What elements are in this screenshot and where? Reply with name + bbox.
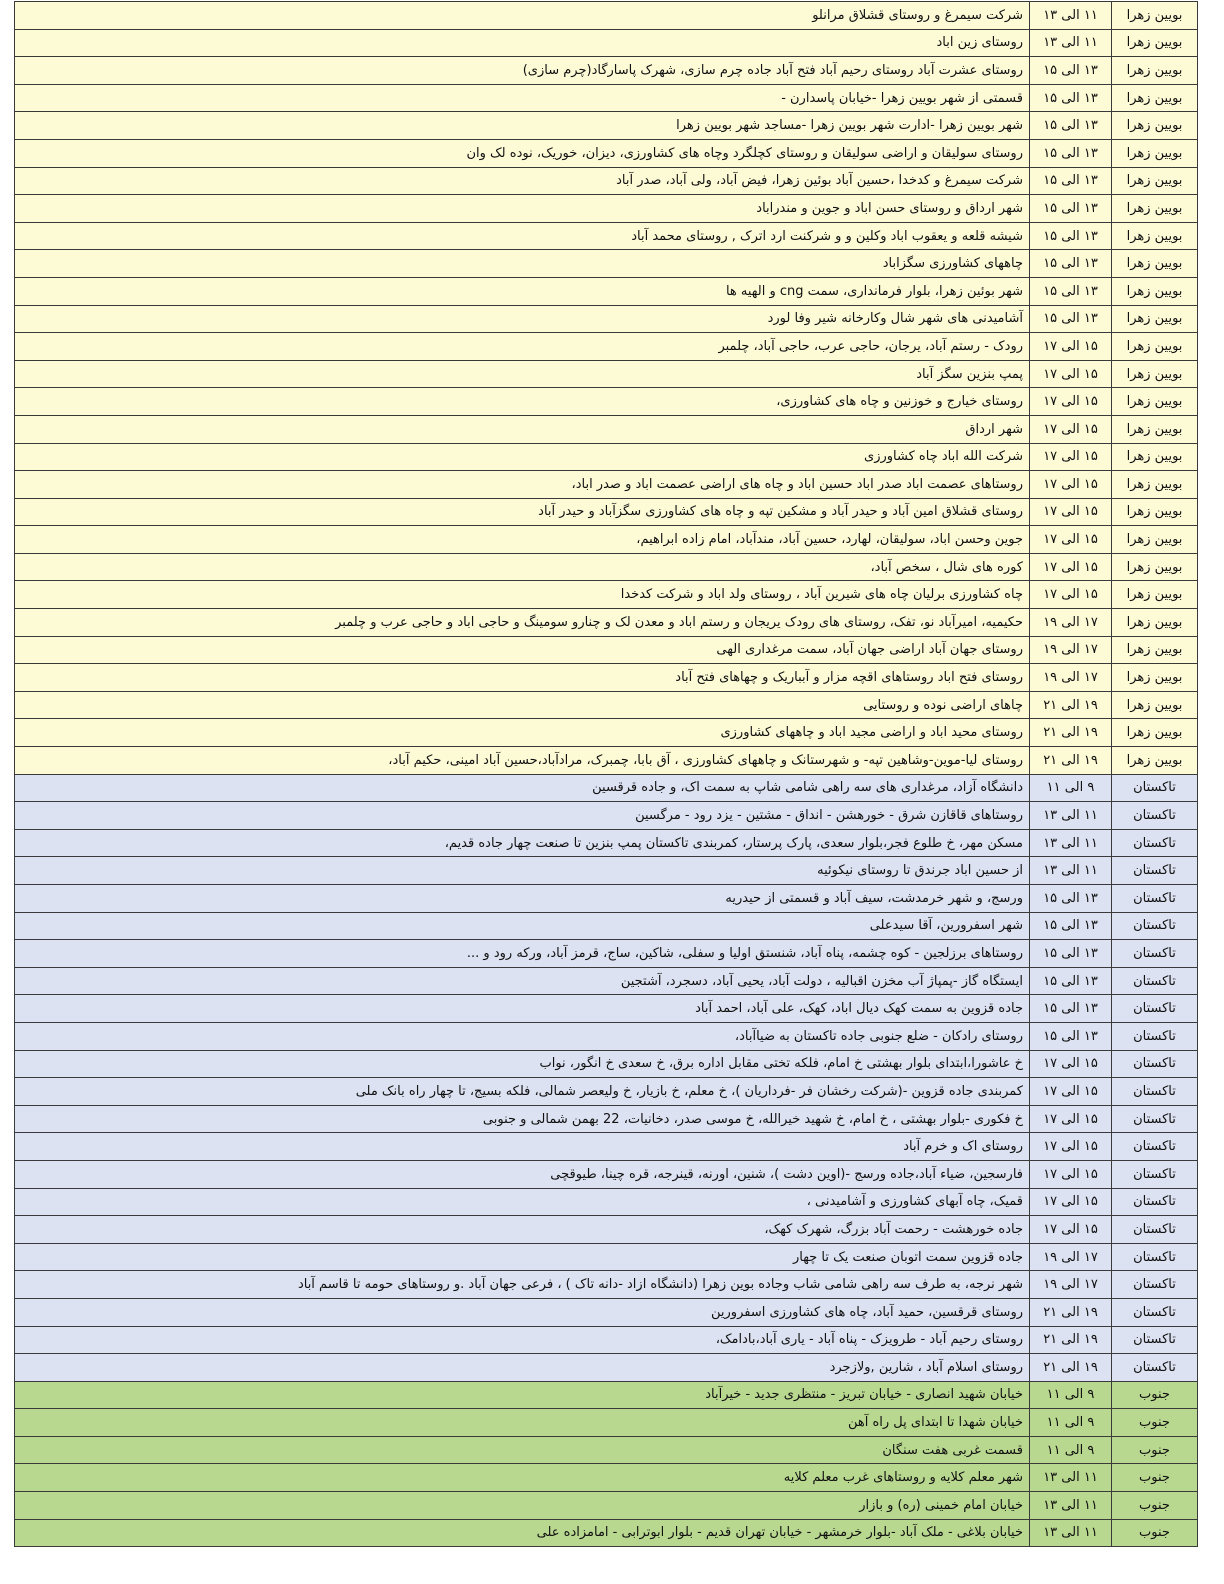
time-slot-cell: ۱۳ الی ۱۵ — [1030, 277, 1112, 305]
area-description-cell: شهر ارداق — [15, 415, 1030, 443]
time-slot-cell: ۹ الی ۱۱ — [1030, 1381, 1112, 1409]
city-cell: تاکستان — [1112, 829, 1198, 857]
schedule-sheet — [14, 1, 1198, 1547]
time-slot-cell: ۱۳ الی ۱۵ — [1030, 57, 1112, 85]
time-slot-cell: ۱۹ الی ۲۱ — [1030, 691, 1112, 719]
area-description-cell: روستای اک و خرم آباد — [15, 1133, 1030, 1161]
table-row — [15, 443, 1198, 471]
table-row — [15, 857, 1198, 885]
table-row — [15, 1271, 1198, 1299]
area-description-cell: شرکت الله اباد چاه کشاورزی — [15, 443, 1030, 471]
city-cell: جنوب — [1112, 1519, 1198, 1547]
area-description-cell: ایستگاه گاز -پمپاژ آب مخزن اقبالیه ، دولت آباد، یحیی آباد، دسجرد، آشتجین — [15, 967, 1030, 995]
city-cell: جنوب — [1112, 1436, 1198, 1464]
time-slot-cell: ۱۳ الی ۱۵ — [1030, 112, 1112, 140]
city-cell: بویین زهرا — [1112, 609, 1198, 637]
area-description-cell: مسکن مهر، خ طلوع فجر،بلوار سعدی، پارک پرستار، کمربندی تاکستان پمپ بنزین تا صنعت چهار جاده قدیم، — [15, 829, 1030, 857]
area-description-cell: روستای قشلاق امین آباد و حیدر آباد و مشکین تپه و چاه های کشاورزی سگزآباد و حیدر آباد — [15, 498, 1030, 526]
time-slot-cell: ۱۳ الی ۱۵ — [1030, 305, 1112, 333]
city-cell: جنوب — [1112, 1409, 1198, 1437]
area-description-cell: روستای عشرت آباد روستای رحیم آباد فتح آباد جاده چرم سازی، شهرک پاسارگاد(چرم سازی) — [15, 57, 1030, 85]
city-cell: بویین زهرا — [1112, 553, 1198, 581]
table-row — [15, 84, 1198, 112]
table-row — [15, 415, 1198, 443]
time-slot-cell: ۱۵ الی ۱۷ — [1030, 443, 1112, 471]
city-cell: تاکستان — [1112, 1271, 1198, 1299]
city-cell: تاکستان — [1112, 912, 1198, 940]
time-slot-cell: ۱۵ الی ۱۷ — [1030, 1050, 1112, 1078]
time-slot-cell: ۱۵ الی ۱۷ — [1030, 553, 1112, 581]
table-row — [15, 471, 1198, 499]
time-slot-cell: ۱۳ الی ۱۵ — [1030, 222, 1112, 250]
area-description-cell: کوره های شال ، سخص آباد، — [15, 553, 1030, 581]
table-row — [15, 1133, 1198, 1161]
time-slot-cell: ۱۹ الی ۲۱ — [1030, 1326, 1112, 1354]
city-cell: بویین زهرا — [1112, 360, 1198, 388]
time-slot-cell: ۱۱ الی ۱۳ — [1030, 857, 1112, 885]
area-description-cell: روستای زین اباد — [15, 29, 1030, 57]
city-cell: بویین زهرا — [1112, 222, 1198, 250]
table-row — [15, 360, 1198, 388]
city-cell: تاکستان — [1112, 1243, 1198, 1271]
area-description-cell: خیابان شهید انصاری - خیابان تبریز - منتظری جدید - خیرآباد — [15, 1381, 1030, 1409]
area-description-cell: قمیک، چاه آبهای کشاورزی و آشامیدنی ، — [15, 1188, 1030, 1216]
time-slot-cell: ۱۵ الی ۱۷ — [1030, 333, 1112, 361]
time-slot-cell: ۱۹ الی ۲۱ — [1030, 1298, 1112, 1326]
time-slot-cell: ۱۵ الی ۱۷ — [1030, 415, 1112, 443]
area-description-cell: خیابان شهدا تا ابتدای پل راه آهن — [15, 1409, 1030, 1437]
table-row — [15, 112, 1198, 140]
time-slot-cell: ۱۳ الی ۱۵ — [1030, 995, 1112, 1023]
city-cell: تاکستان — [1112, 885, 1198, 913]
schedule-table-body — [15, 2, 1198, 1547]
time-slot-cell: ۹ الی ۱۱ — [1030, 774, 1112, 802]
table-row — [15, 747, 1198, 775]
table-row — [15, 1216, 1198, 1244]
city-cell: بویین زهرا — [1112, 388, 1198, 416]
table-row — [15, 774, 1198, 802]
table-row — [15, 277, 1198, 305]
city-cell: تاکستان — [1112, 1326, 1198, 1354]
area-description-cell: جاده خورهشت - رحمت آباد بزرگ، شهرک کهک، — [15, 1216, 1030, 1244]
city-cell: تاکستان — [1112, 1078, 1198, 1106]
time-slot-cell: ۱۵ الی ۱۷ — [1030, 526, 1112, 554]
city-cell: بویین زهرا — [1112, 250, 1198, 278]
time-slot-cell: ۹ الی ۱۱ — [1030, 1409, 1112, 1437]
area-description-cell: چاهای اراضی نوده و روستایی — [15, 691, 1030, 719]
area-description-cell: قسمت غربی هفت سنگان — [15, 1436, 1030, 1464]
table-row — [15, 829, 1198, 857]
time-slot-cell: ۱۱ الی ۱۳ — [1030, 802, 1112, 830]
time-slot-cell: ۱۳ الی ۱۵ — [1030, 1022, 1112, 1050]
area-description-cell: روستاهای برزلجین - کوه چشمه، پناه آباد، شنستق اولیا و سفلی، شاکین، ساج، قرمز آباد، ورکه رود و ... — [15, 940, 1030, 968]
time-slot-cell: ۱۱ الی ۱۳ — [1030, 1519, 1112, 1547]
table-row — [15, 664, 1198, 692]
time-slot-cell: ۱۱ الی ۱۳ — [1030, 29, 1112, 57]
table-row — [15, 691, 1198, 719]
table-row — [15, 1050, 1198, 1078]
area-description-cell: رودک - رستم آباد، یرجان، حاجی عرب، حاجی آباد، چلمبر — [15, 333, 1030, 361]
city-cell: بویین زهرا — [1112, 167, 1198, 195]
table-row — [15, 498, 1198, 526]
city-cell: تاکستان — [1112, 1050, 1198, 1078]
area-description-cell: شهر بویین زهرا -ادارت شهر بویین زهرا -مساجد شهر بویین زهرا — [15, 112, 1030, 140]
city-cell: بویین زهرا — [1112, 498, 1198, 526]
table-row — [15, 1409, 1198, 1437]
city-cell: بویین زهرا — [1112, 636, 1198, 664]
table-row — [15, 940, 1198, 968]
area-description-cell: شهر اسفرورین، آقا سیدعلی — [15, 912, 1030, 940]
table-row — [15, 1519, 1198, 1547]
table-row — [15, 1298, 1198, 1326]
time-slot-cell: ۱۵ الی ۱۷ — [1030, 360, 1112, 388]
area-description-cell: روستای محید اباد و اراضی مجید اباد و چاههای کشاورزی — [15, 719, 1030, 747]
area-description-cell: شهر ارداق و روستای حسن اباد و جوین و مندراباد — [15, 195, 1030, 223]
time-slot-cell: ۱۱ الی ۱۳ — [1030, 1492, 1112, 1520]
table-row — [15, 195, 1198, 223]
time-slot-cell: ۱۵ الی ۱۷ — [1030, 1160, 1112, 1188]
area-description-cell: دانشگاه آزاد، مرغداری های سه راهی شامی شاپ به سمت اک، و جاده قرقسین — [15, 774, 1030, 802]
table-row — [15, 333, 1198, 361]
table-row — [15, 29, 1198, 57]
area-description-cell: قسمتی از شهر بویین زهرا -خیابان پاسدارن - — [15, 84, 1030, 112]
city-cell: تاکستان — [1112, 774, 1198, 802]
area-description-cell: روستای اسلام آباد ، شارین ,ولازجرد — [15, 1354, 1030, 1382]
city-cell: جنوب — [1112, 1381, 1198, 1409]
area-description-cell: شهر معلم کلایه و روستاهای غرب معلم کلایه — [15, 1464, 1030, 1492]
time-slot-cell: ۱۳ الی ۱۵ — [1030, 139, 1112, 167]
area-description-cell: شرکت سیمرغ و روستای قشلاق مرانلو — [15, 2, 1030, 30]
area-description-cell: روستای رحیم آباد - طرویزک - پناه آباد - یاری آباد،بادامک، — [15, 1326, 1030, 1354]
city-cell: تاکستان — [1112, 1188, 1198, 1216]
area-description-cell: از حسین اباد جرندق تا روستای نیکوئیه — [15, 857, 1030, 885]
area-description-cell: ورسج، و شهر خرمدشت، سیف آباد و قسمتی از حیدریه — [15, 885, 1030, 913]
table-row — [15, 912, 1198, 940]
area-description-cell: چاه کشاورزی برلیان چاه های شیرین آباد ، روستای ولد اباد و شرکت کدخدا — [15, 581, 1030, 609]
area-description-cell: روستای فتح اباد روستاهای اقچه مزار و آبباریک و چهاهای فتح آباد — [15, 664, 1030, 692]
city-cell: بویین زهرا — [1112, 664, 1198, 692]
area-description-cell: شهر بوئین زهرا، بلوار فرمانداری، سمت cng و الهیه ها — [15, 277, 1030, 305]
time-slot-cell: ۱۳ الی ۱۵ — [1030, 84, 1112, 112]
time-slot-cell: ۱۳ الی ۱۵ — [1030, 967, 1112, 995]
time-slot-cell: ۱۵ الی ۱۷ — [1030, 1188, 1112, 1216]
table-row — [15, 995, 1198, 1023]
city-cell: بویین زهرا — [1112, 277, 1198, 305]
city-cell: تاکستان — [1112, 1160, 1198, 1188]
table-row — [15, 636, 1198, 664]
table-row — [15, 1492, 1198, 1520]
city-cell: تاکستان — [1112, 1133, 1198, 1161]
city-cell: بویین زهرا — [1112, 139, 1198, 167]
city-cell: بویین زهرا — [1112, 195, 1198, 223]
table-row — [15, 1354, 1198, 1382]
city-cell: جنوب — [1112, 1492, 1198, 1520]
area-description-cell: روستاهای قاقازن شرق - خورهشن - انداق - مشتین - یزد رود - مرگسین — [15, 802, 1030, 830]
time-slot-cell: ۱۷ الی ۱۹ — [1030, 1243, 1112, 1271]
time-slot-cell: ۱۱ الی ۱۳ — [1030, 2, 1112, 30]
area-description-cell: جاده قزوین سمت اتوبان صنعت یک تا چهار — [15, 1243, 1030, 1271]
area-description-cell: فارسجین، ضیاء آباد،جاده ورسج -(اوین دشت )، شنین، اورنه، قینرجه، قره چینا، طیوقچی — [15, 1160, 1030, 1188]
table-row — [15, 57, 1198, 85]
area-description-cell: روستای رادکان - ضلع جنوبی جاده تاکستان به ضیاآباد، — [15, 1022, 1030, 1050]
time-slot-cell: ۱۷ الی ۱۹ — [1030, 609, 1112, 637]
table-row — [15, 1078, 1198, 1106]
time-slot-cell: ۱۹ الی ۲۱ — [1030, 747, 1112, 775]
table-row — [15, 139, 1198, 167]
table-row — [15, 885, 1198, 913]
city-cell: بویین زهرا — [1112, 526, 1198, 554]
city-cell: تاکستان — [1112, 1354, 1198, 1382]
city-cell: بویین زهرا — [1112, 719, 1198, 747]
table-row — [15, 1436, 1198, 1464]
time-slot-cell: ۱۵ الی ۱۷ — [1030, 498, 1112, 526]
city-cell: بویین زهرا — [1112, 57, 1198, 85]
city-cell: بویین زهرا — [1112, 29, 1198, 57]
time-slot-cell: ۱۹ الی ۲۱ — [1030, 1354, 1112, 1382]
area-description-cell: شیشه قلعه و یعقوب اباد وکلین و و شرکنت ارد اترک , روستای محمد آباد — [15, 222, 1030, 250]
area-description-cell: خیابان بلاغی - ملک آباد -بلوار خرمشهر - خیابان تهران قدیم - بلوار ابوترابی - امامزاده علی — [15, 1519, 1030, 1547]
table-row — [15, 553, 1198, 581]
table-row — [15, 609, 1198, 637]
time-slot-cell: ۱۳ الی ۱۵ — [1030, 167, 1112, 195]
city-cell: بویین زهرا — [1112, 415, 1198, 443]
city-cell: تاکستان — [1112, 940, 1198, 968]
table-row — [15, 1188, 1198, 1216]
city-cell: بویین زهرا — [1112, 747, 1198, 775]
time-slot-cell: ۱۵ الی ۱۷ — [1030, 1105, 1112, 1133]
city-cell: تاکستان — [1112, 1216, 1198, 1244]
time-slot-cell: ۱۳ الی ۱۵ — [1030, 195, 1112, 223]
city-cell: تاکستان — [1112, 1022, 1198, 1050]
time-slot-cell: ۱۳ الی ۱۵ — [1030, 885, 1112, 913]
table-row — [15, 526, 1198, 554]
city-cell: بویین زهرا — [1112, 305, 1198, 333]
city-cell: بویین زهرا — [1112, 112, 1198, 140]
time-slot-cell: ۱۱ الی ۱۳ — [1030, 829, 1112, 857]
time-slot-cell: ۱۹ الی ۲۱ — [1030, 719, 1112, 747]
table-row — [15, 581, 1198, 609]
table-row — [15, 967, 1198, 995]
table-row — [15, 167, 1198, 195]
area-description-cell: چاههای کشاورزی سگزاباد — [15, 250, 1030, 278]
area-description-cell: پمپ بنزین سگز آباد — [15, 360, 1030, 388]
time-slot-cell: ۱۷ الی ۱۹ — [1030, 664, 1112, 692]
table-row — [15, 1464, 1198, 1492]
table-row — [15, 250, 1198, 278]
city-cell: بویین زهرا — [1112, 333, 1198, 361]
city-cell: بویین زهرا — [1112, 691, 1198, 719]
area-description-cell: حکیمیه، امیرآباد نو، تفک، روستای های رودک یریجان و رستم اباد و معدن لک و چنارو سومینگ و حاجی اباد و حاجی عرب و چلمبر — [15, 609, 1030, 637]
area-description-cell: روستای لیا-موین-وشاهین تپه- و شهرستانک و چاههای کشاورزی ، آق بابا، چمبرک، مرادآباد،حسین آباد امینی، حکیم آباد، — [15, 747, 1030, 775]
city-cell: بویین زهرا — [1112, 443, 1198, 471]
outage-schedule-table — [14, 1, 1198, 1547]
time-slot-cell: ۱۱ الی ۱۳ — [1030, 1464, 1112, 1492]
table-row — [15, 802, 1198, 830]
time-slot-cell: ۱۵ الی ۱۷ — [1030, 581, 1112, 609]
table-row — [15, 2, 1198, 30]
area-description-cell: روستاهای عصمت اباد صدر اباد حسین اباد و چاه های اراضی عصمت اباد و صدر اباد، — [15, 471, 1030, 499]
table-row — [15, 1160, 1198, 1188]
city-cell: جنوب — [1112, 1464, 1198, 1492]
city-cell: بویین زهرا — [1112, 471, 1198, 499]
time-slot-cell: ۹ الی ۱۱ — [1030, 1436, 1112, 1464]
table-row — [15, 1243, 1198, 1271]
area-description-cell: روستای قرقسین، حمید آباد، چاه های کشاورزی اسفرورین — [15, 1298, 1030, 1326]
city-cell: تاکستان — [1112, 857, 1198, 885]
table-row — [15, 222, 1198, 250]
city-cell: تاکستان — [1112, 1105, 1198, 1133]
time-slot-cell: ۱۵ الی ۱۷ — [1030, 388, 1112, 416]
time-slot-cell: ۱۷ الی ۱۹ — [1030, 636, 1112, 664]
time-slot-cell: ۱۳ الی ۱۵ — [1030, 912, 1112, 940]
area-description-cell: خ فکوری -بلوار بهشتی ، خ امام، خ شهید خیرالله، خ موسی صدر، دخانیات، 22 بهمن شمالی و جنوبی — [15, 1105, 1030, 1133]
table-row — [15, 305, 1198, 333]
table-row — [15, 388, 1198, 416]
table-row — [15, 1022, 1198, 1050]
area-description-cell: آشامیدنی های شهر شال وکارخانه شیر وفا لورد — [15, 305, 1030, 333]
area-description-cell: شرکت سیمرغ و کدخدا ،حسین آباد بوئین زهرا، فیض آباد، ولی آباد، صدر آباد — [15, 167, 1030, 195]
time-slot-cell: ۱۷ الی ۱۹ — [1030, 1271, 1112, 1299]
area-description-cell: شهر نرجه، به طرف سه راهی شامی شاب وجاده بوین زهرا (دانشگاه ازاد -دانه تاک ) ، فرعی جهان آباد .و روستاهای حومه تا قاسم آباد — [15, 1271, 1030, 1299]
city-cell: بویین زهرا — [1112, 2, 1198, 30]
time-slot-cell: ۱۵ الی ۱۷ — [1030, 1078, 1112, 1106]
city-cell: بویین زهرا — [1112, 581, 1198, 609]
table-row — [15, 1326, 1198, 1354]
area-description-cell: روستای خیارج و خوزنین و چاه های کشاورزی، — [15, 388, 1030, 416]
time-slot-cell: ۱۵ الی ۱۷ — [1030, 471, 1112, 499]
table-row — [15, 719, 1198, 747]
area-description-cell: روستای سولیقان و اراضی سولیقان و روستای کچلگرد وچاه های کشاورزی، دیزان، خوریک، نوده لک وان — [15, 139, 1030, 167]
city-cell: تاکستان — [1112, 995, 1198, 1023]
city-cell: بویین زهرا — [1112, 84, 1198, 112]
time-slot-cell: ۱۳ الی ۱۵ — [1030, 250, 1112, 278]
time-slot-cell: ۱۵ الی ۱۷ — [1030, 1216, 1112, 1244]
time-slot-cell: ۱۵ الی ۱۷ — [1030, 1133, 1112, 1161]
area-description-cell: جوین وحسن اباد، سولیقان، لهارد، حسین آباد، مندآباد، امام زاده ابراهیم، — [15, 526, 1030, 554]
area-description-cell: کمربندی جاده قزوین -(شرکت رخشان فر -فرداریان )، خ معلم، خ بازیار، خ ولیعصر شمالی، فلکه بسیج، تا چهار راه بانک ملی — [15, 1078, 1030, 1106]
area-description-cell: خ عاشورا،ابتدای بلوار بهشتی خ امام، فلکه تختی مقابل اداره برق، خ سعدی خ انگور، نواب — [15, 1050, 1030, 1078]
area-description-cell: خیابان امام خمینی (ره) و بازار — [15, 1492, 1030, 1520]
time-slot-cell: ۱۳ الی ۱۵ — [1030, 940, 1112, 968]
area-description-cell: جاده قزوین به سمت کهک دیال اباد، کهک، علی آباد، احمد آباد — [15, 995, 1030, 1023]
table-row — [15, 1381, 1198, 1409]
table-row — [15, 1105, 1198, 1133]
area-description-cell: روستای جهان آباد اراضی جهان آباد، سمت مرغداری الهی — [15, 636, 1030, 664]
city-cell: تاکستان — [1112, 802, 1198, 830]
city-cell: تاکستان — [1112, 1298, 1198, 1326]
city-cell: تاکستان — [1112, 967, 1198, 995]
